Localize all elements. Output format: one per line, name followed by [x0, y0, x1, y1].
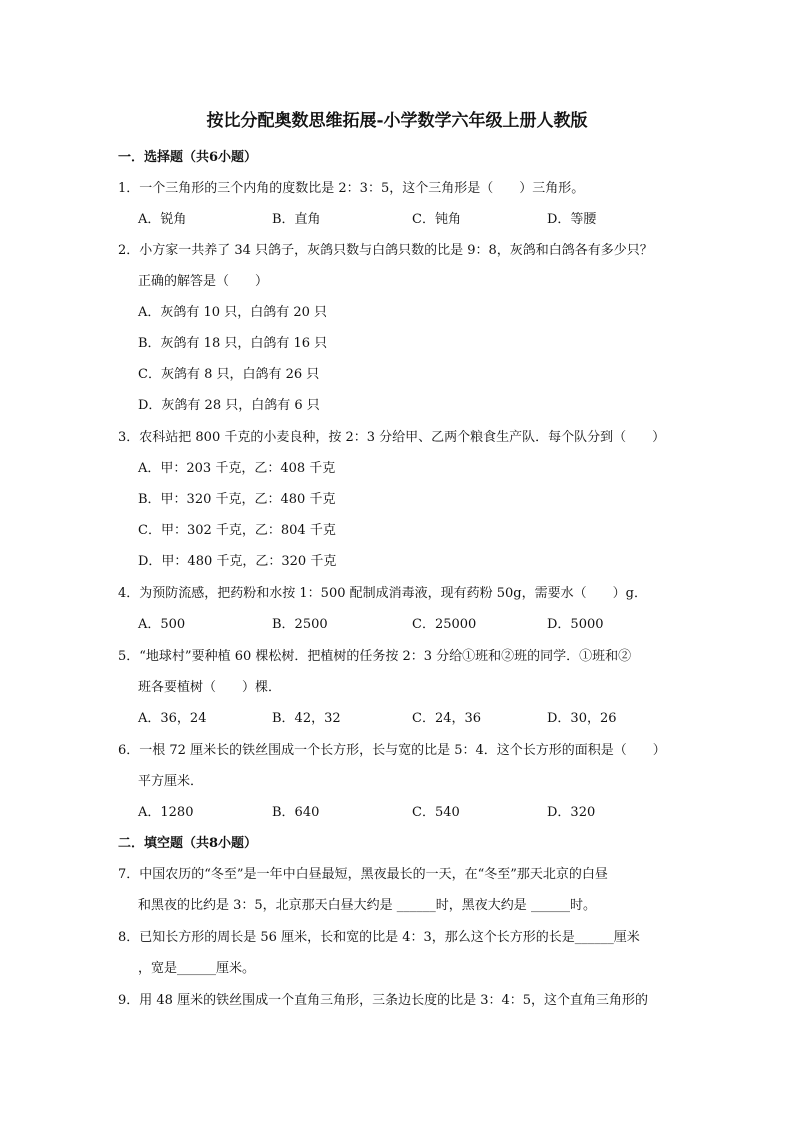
question-9-text: 9．用 48 厘米的铁丝围成一个直角三角形，三条边长度的比是 3：4：5，这个直角三角形的	[118, 993, 649, 1008]
question-5-option-b: B．42，32	[272, 711, 341, 726]
question-3-option-a: A．甲：203 千克，乙：408 千克	[138, 461, 336, 476]
question-4-option-b: B．2500	[272, 617, 328, 632]
question-5-text-continued: 班各要植树（ ）棵．	[138, 680, 282, 695]
question-5-option-c: C．24，36	[412, 711, 482, 726]
question-5-option-a: A．36，24	[138, 711, 207, 726]
question-1-option-c: C．钝角	[412, 212, 461, 227]
question-1-option-a: A．锐角	[138, 212, 187, 227]
question-4-text: 4．为预防流感，把药粉和水按 1：500 配制成消毒液，现有药粉 50g，需要水（ ）g．	[118, 586, 647, 601]
question-2-option-b: B．灰鸽有 18 只，白鸽有 16 只	[138, 336, 328, 351]
question-1-option-b: B．直角	[272, 212, 321, 227]
question-6-text: 6．一根 72 厘米长的铁丝围成一个长方形，长与宽的比是 5：4．这个长方形的面积是（ ）	[118, 743, 666, 758]
document-title: 按比分配奥数思维拓展-小学数学六年级上册人教版	[206, 111, 588, 131]
question-2-option-a: A．灰鸽有 10 只，白鸽有 20 只	[138, 305, 328, 320]
question-5-option-d: D．30，26	[547, 711, 617, 726]
question-2-option-c: C．灰鸽有 8 只，白鸽有 26 只	[138, 367, 320, 382]
question-7-text: 7．中国农历的“冬至”是一年中白昼最短，黑夜最长的一天，在“冬至”那天北京的白昼	[118, 867, 608, 882]
question-6-option-a: A．1280	[138, 805, 194, 820]
question-4-option-a: A．500	[138, 617, 186, 632]
question-1-text: 1．一个三角形的三个内角的度数比是 2：3：5，这个三角形是（ ）三角形。	[118, 181, 585, 196]
question-4-option-c: C．25000	[412, 617, 477, 632]
question-3-option-c: C．甲：302 千克，乙：804 千克	[138, 523, 336, 538]
question-7-text-continued: 和黑夜的比约是 3：5，北京那天白昼大约是 ______时，黑夜大约是 ______时。	[138, 898, 596, 913]
question-5-text: 5．“地球村”要种植 60 棵松树．把植树的任务按 2：3 分给①班和②班的同学．①班和②	[118, 649, 632, 664]
question-6-text-continued: 平方厘米．	[138, 774, 204, 789]
question-8-text: 8．已知长方形的周长是 56 厘米，长和宽的比是 4：3，那么这个长方形的长是______厘米	[118, 930, 640, 945]
question-4-option-d: D．5000	[547, 617, 604, 632]
question-2-text: 2．小方家一共养了 34 只鸽子，灰鸽只数与白鸽只数的比是 9：8，灰鸽和白鸽各有多少只？	[118, 243, 653, 258]
question-3-text: 3．农科站把 800 千克的小麦良种，按 2：3 分给甲、乙两个粮食生产队．每个队分到（ ）	[118, 430, 666, 445]
question-6-option-d: D．320	[547, 805, 596, 820]
question-6-option-c: C．540	[412, 805, 460, 820]
question-8-text-continued: ，宽是______厘米。	[138, 961, 256, 976]
question-2-option-d: D．灰鸽有 28 只，白鸽有 6 只	[138, 398, 320, 413]
question-3-option-d: D．甲：480 千克，乙：320 千克	[138, 554, 337, 569]
question-3-option-b: B．甲：320 千克，乙：480 千克	[138, 492, 336, 507]
question-1-option-d: D．等腰	[547, 212, 597, 227]
section-heading-fill-in: 二．填空题（共8小题）	[118, 836, 258, 851]
question-6-option-b: B．640	[272, 805, 320, 820]
question-2-text-continued: 正确的解答是（ ）	[138, 274, 269, 289]
section-heading-multiple-choice: 一．选择题（共6小题）	[118, 150, 258, 165]
